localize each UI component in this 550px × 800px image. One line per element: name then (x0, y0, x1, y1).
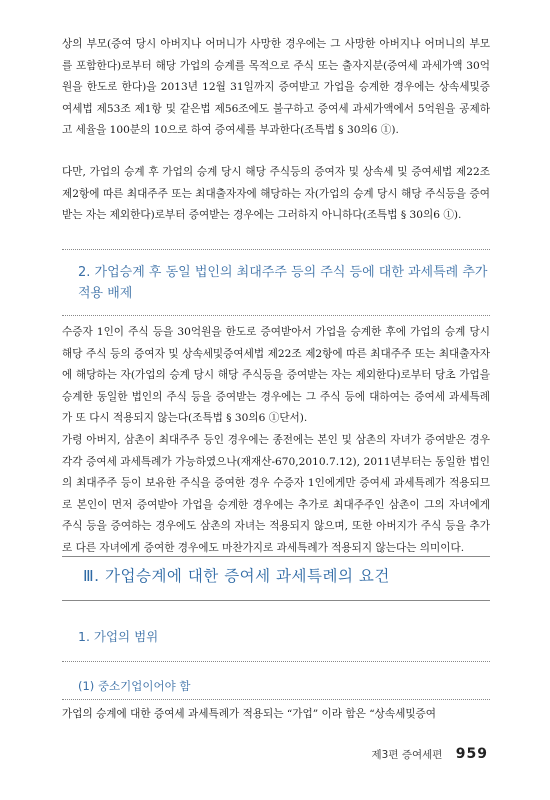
body-paragraph-1: 상의 부모(증여 당시 아버지나 어머니가 사망한 경우에는 그 사망한 아버지나 어머니의 부모를 포함한다)로부터 해당 가업의 승계를 목적으로 주식 또는 출자지분(증여세 과세가액 30억원을 한도로 한다)을 2013년 12월 31일까지 증여받고 가업을 승계한 경우에는 상속세및증여세법 제53조 제1항 및 같은법 제56조에도 불구하고 증여세 과세가액에서 5억원을 공제하고 세율을 100분의 10으로 하여 증여세를 부과한다(조특법 § 30의6 ①). (62, 38, 490, 136)
chapter-divider-top (62, 556, 490, 557)
page-footer (372, 746, 488, 762)
section-divider-top (62, 249, 490, 250)
section-divider-bottom (62, 315, 490, 316)
body-paragraph-2: 다만, 가업의 승계 후 가업의 승계 당시 해당 주식등의 증여자 및 상속세 및 증여세법 제22조 제2항에 따른 최대주주 또는 최대출자자에 해당하는 자(가업의 승계 당시 해당 주식등을 증여받는 자는 제외한다)로부터 증여받는 경우에는 그러하지 아니하다(조특법 § 30의6 ①). (62, 166, 490, 221)
footer-section-label: 제3편 증여세편 (371, 749, 443, 761)
section-heading-2: 2. 가업승계 후 동일 법인의 최대주주 등의 주식 등에 대한 과세특례 추가 적용 배제 (78, 265, 488, 301)
chapter-heading: Ⅲ. 가업승계에 대한 증여세 과세특례의 요건 (83, 567, 390, 585)
subsubsection-heading: (1) 중소기업이어야 함 (78, 679, 191, 693)
page-number: 959 (455, 746, 488, 762)
subsection-heading: 1. 가업의 범위 (78, 629, 159, 644)
body-paragraph-4: 가령 아버지, 삼촌이 최대주주 등인 경우에는 종전에는 본인 및 삼촌의 자녀가 증여받은 경우 각각 증여세 과세특례가 가능하였으나(재재산-670,2010.7.12), 2011년부터는 동일한 법인의 최대주주 등이 보유한 주식을 증여한 경우 수증자 1인에게만 증여세 과세특례가 적용되므로 본인이 먼저 증여받아 가업을 승계한 경우에는 추가로 최대주주인 삼촌이 그의 자녀에게 주식 등을 증여하는 경우에도 삼촌의 자녀는 적용되지 않으며, 또한 아버지가 주식 등을 추가로 다른 자녀에게 증여한 경우에도 마찬가지로 과세특례가 적용되지 않는다는 의미이다. (62, 434, 490, 554)
subsection-divider (62, 661, 490, 662)
body-paragraph-3: 수증자 1인이 주식 등을 30억원을 한도로 증여받아서 가업을 승계한 후에 가업의 승계 당시 해당 주식 등의 증여자 및 상속세및증여세법 제22조 제2항에 따른 최대주주 또는 최대출자자에 해당하는 자(가업의 승계 당시 해당 주식등을 증여받는 자는 제외한다)로부터 당초 가업을 승계한 동일한 법인의 주식 등을 증여받는 경우에는 그 주식 등에 대하여는 증여세 과세특례가 또 다시 적용되지 않는다(조특법 § 30의6 ①단서). (62, 326, 490, 424)
body-paragraph-5: 가업의 승계에 대한 증여세 과세특례가 적용되는 “가업” 이라 함은 “상속세및증여 (62, 708, 437, 720)
subsubsection-divider (62, 699, 490, 700)
chapter-divider-bottom (62, 600, 490, 601)
